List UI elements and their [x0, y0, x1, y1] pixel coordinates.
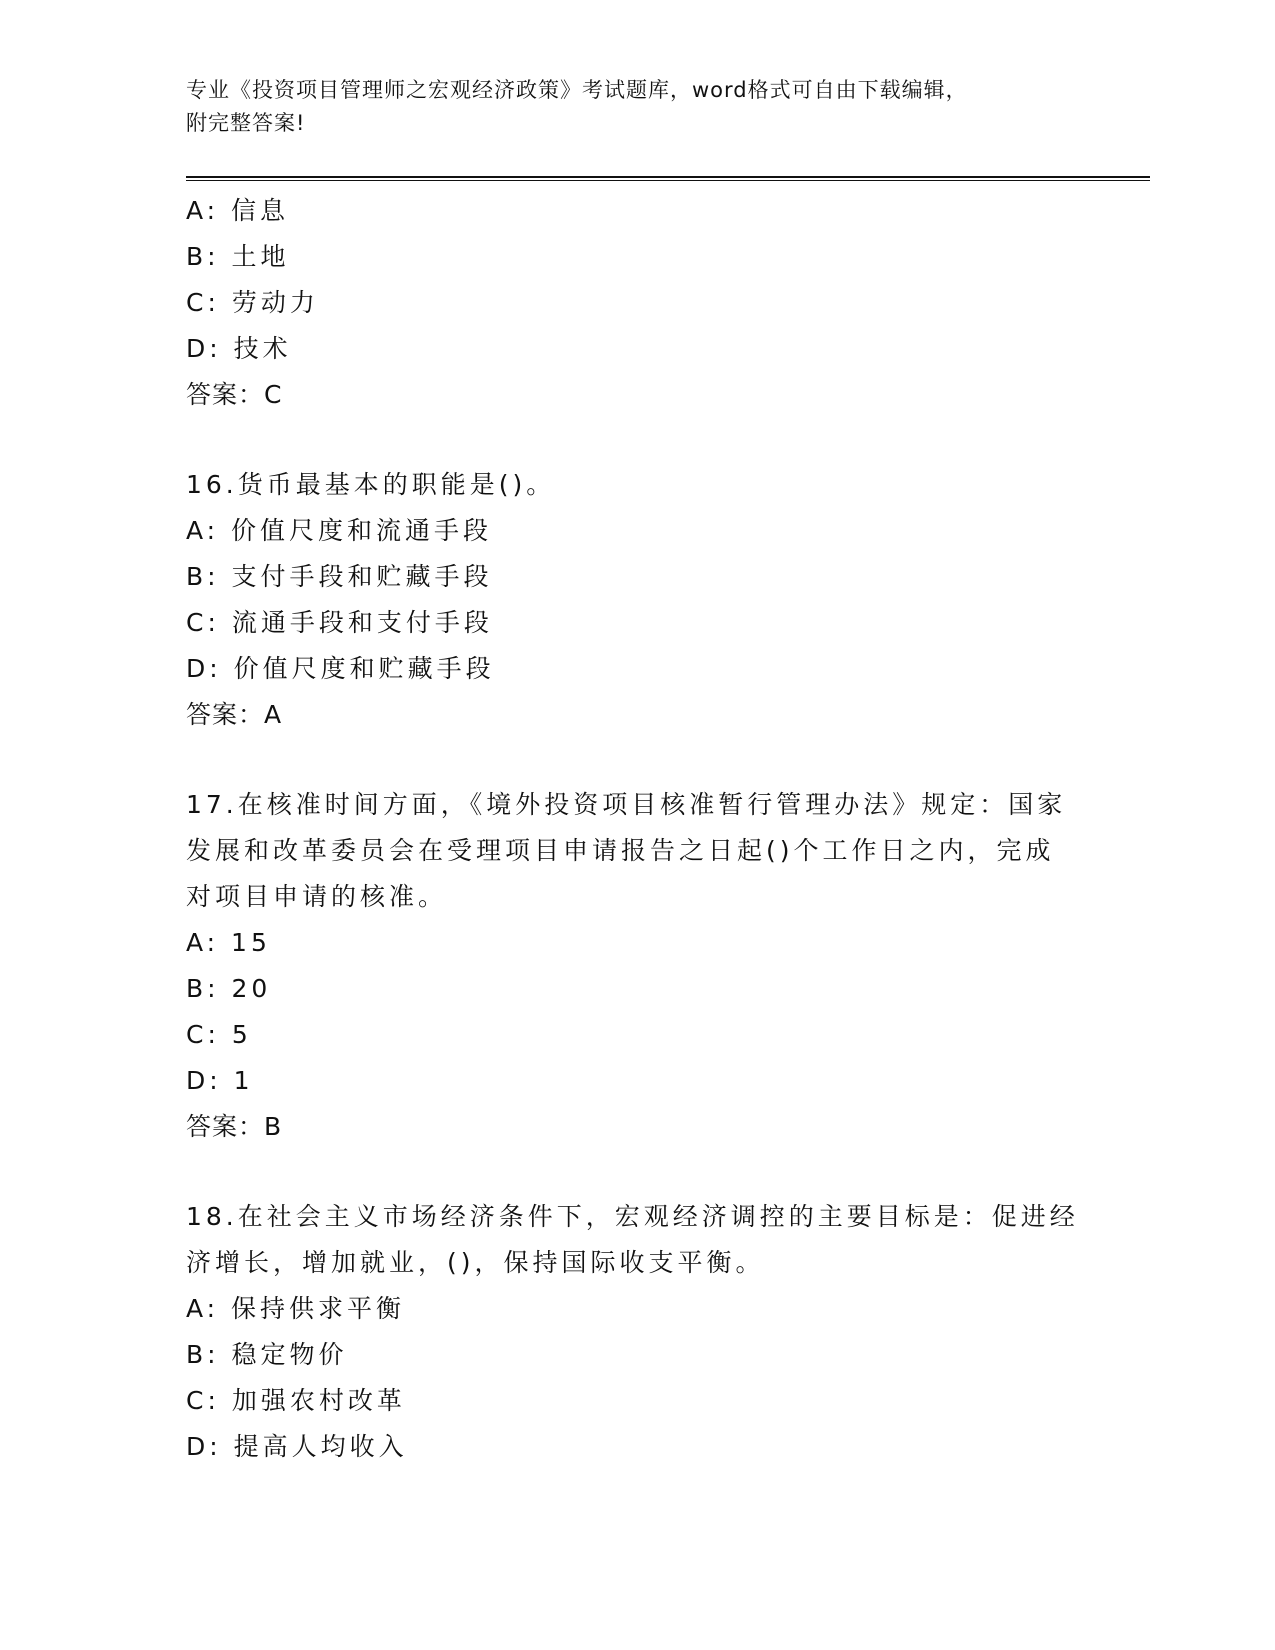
answer: 答案：B: [186, 1112, 283, 1141]
question-text-line-3: 对项目申请的核准。: [186, 882, 448, 911]
option-d: D: 提高人均收入: [186, 1432, 408, 1461]
option-c: C: 劳动力: [186, 288, 319, 317]
header-line-2: 附完整答案!: [186, 111, 306, 135]
answer: 答案：C: [186, 380, 283, 409]
question-17: [186, 782, 1086, 1150]
option-b: B: 稳定物价: [186, 1340, 348, 1369]
option-d: D: 技术: [186, 334, 292, 363]
question-text: 16.货币最基本的职能是()。: [186, 470, 556, 499]
option-b: B: 20: [186, 974, 272, 1003]
option-c: C: 加强农村改革: [186, 1386, 406, 1415]
option-b: B: 土地: [186, 242, 290, 271]
option-a: A: 15: [186, 928, 271, 957]
question-text-line-2: 发展和改革委员会在受理项目申请报告之日起()个工作日之内，完成: [186, 836, 1055, 865]
option-c: C: 5: [186, 1020, 252, 1049]
question-list: [186, 188, 1086, 1470]
option-c: C: 流通手段和支付手段: [186, 608, 493, 637]
header-line-1: 专业《投资项目管理师之宏观经济政策》考试题库，word格式可自由下载编辑，: [186, 78, 968, 102]
option-b: B: 支付手段和贮藏手段: [186, 562, 493, 591]
option-a: A: 价值尺度和流通手段: [186, 516, 493, 545]
question-15: [186, 188, 1086, 418]
question-text-line-2: 济增长，增加就业，()，保持国际收支平衡。: [186, 1248, 765, 1277]
header-divider: [186, 176, 1150, 181]
answer: 答案：A: [186, 700, 283, 729]
question-text-line-1: 18.在社会主义市场经济条件下，宏观经济调控的主要目标是：促进经: [186, 1202, 1079, 1231]
option-a: A: 保持供求平衡: [186, 1294, 406, 1323]
option-a: A: 信息: [186, 196, 290, 225]
option-d: D: 1: [186, 1066, 254, 1095]
question-text-line-1: 17.在核准时间方面，《境外投资项目核准暂行管理办法》规定：国家: [186, 790, 1067, 819]
question-18: [186, 1194, 1086, 1470]
option-d: D: 价值尺度和贮藏手段: [186, 654, 495, 683]
question-16: [186, 462, 1086, 738]
page-header: [186, 74, 1086, 140]
